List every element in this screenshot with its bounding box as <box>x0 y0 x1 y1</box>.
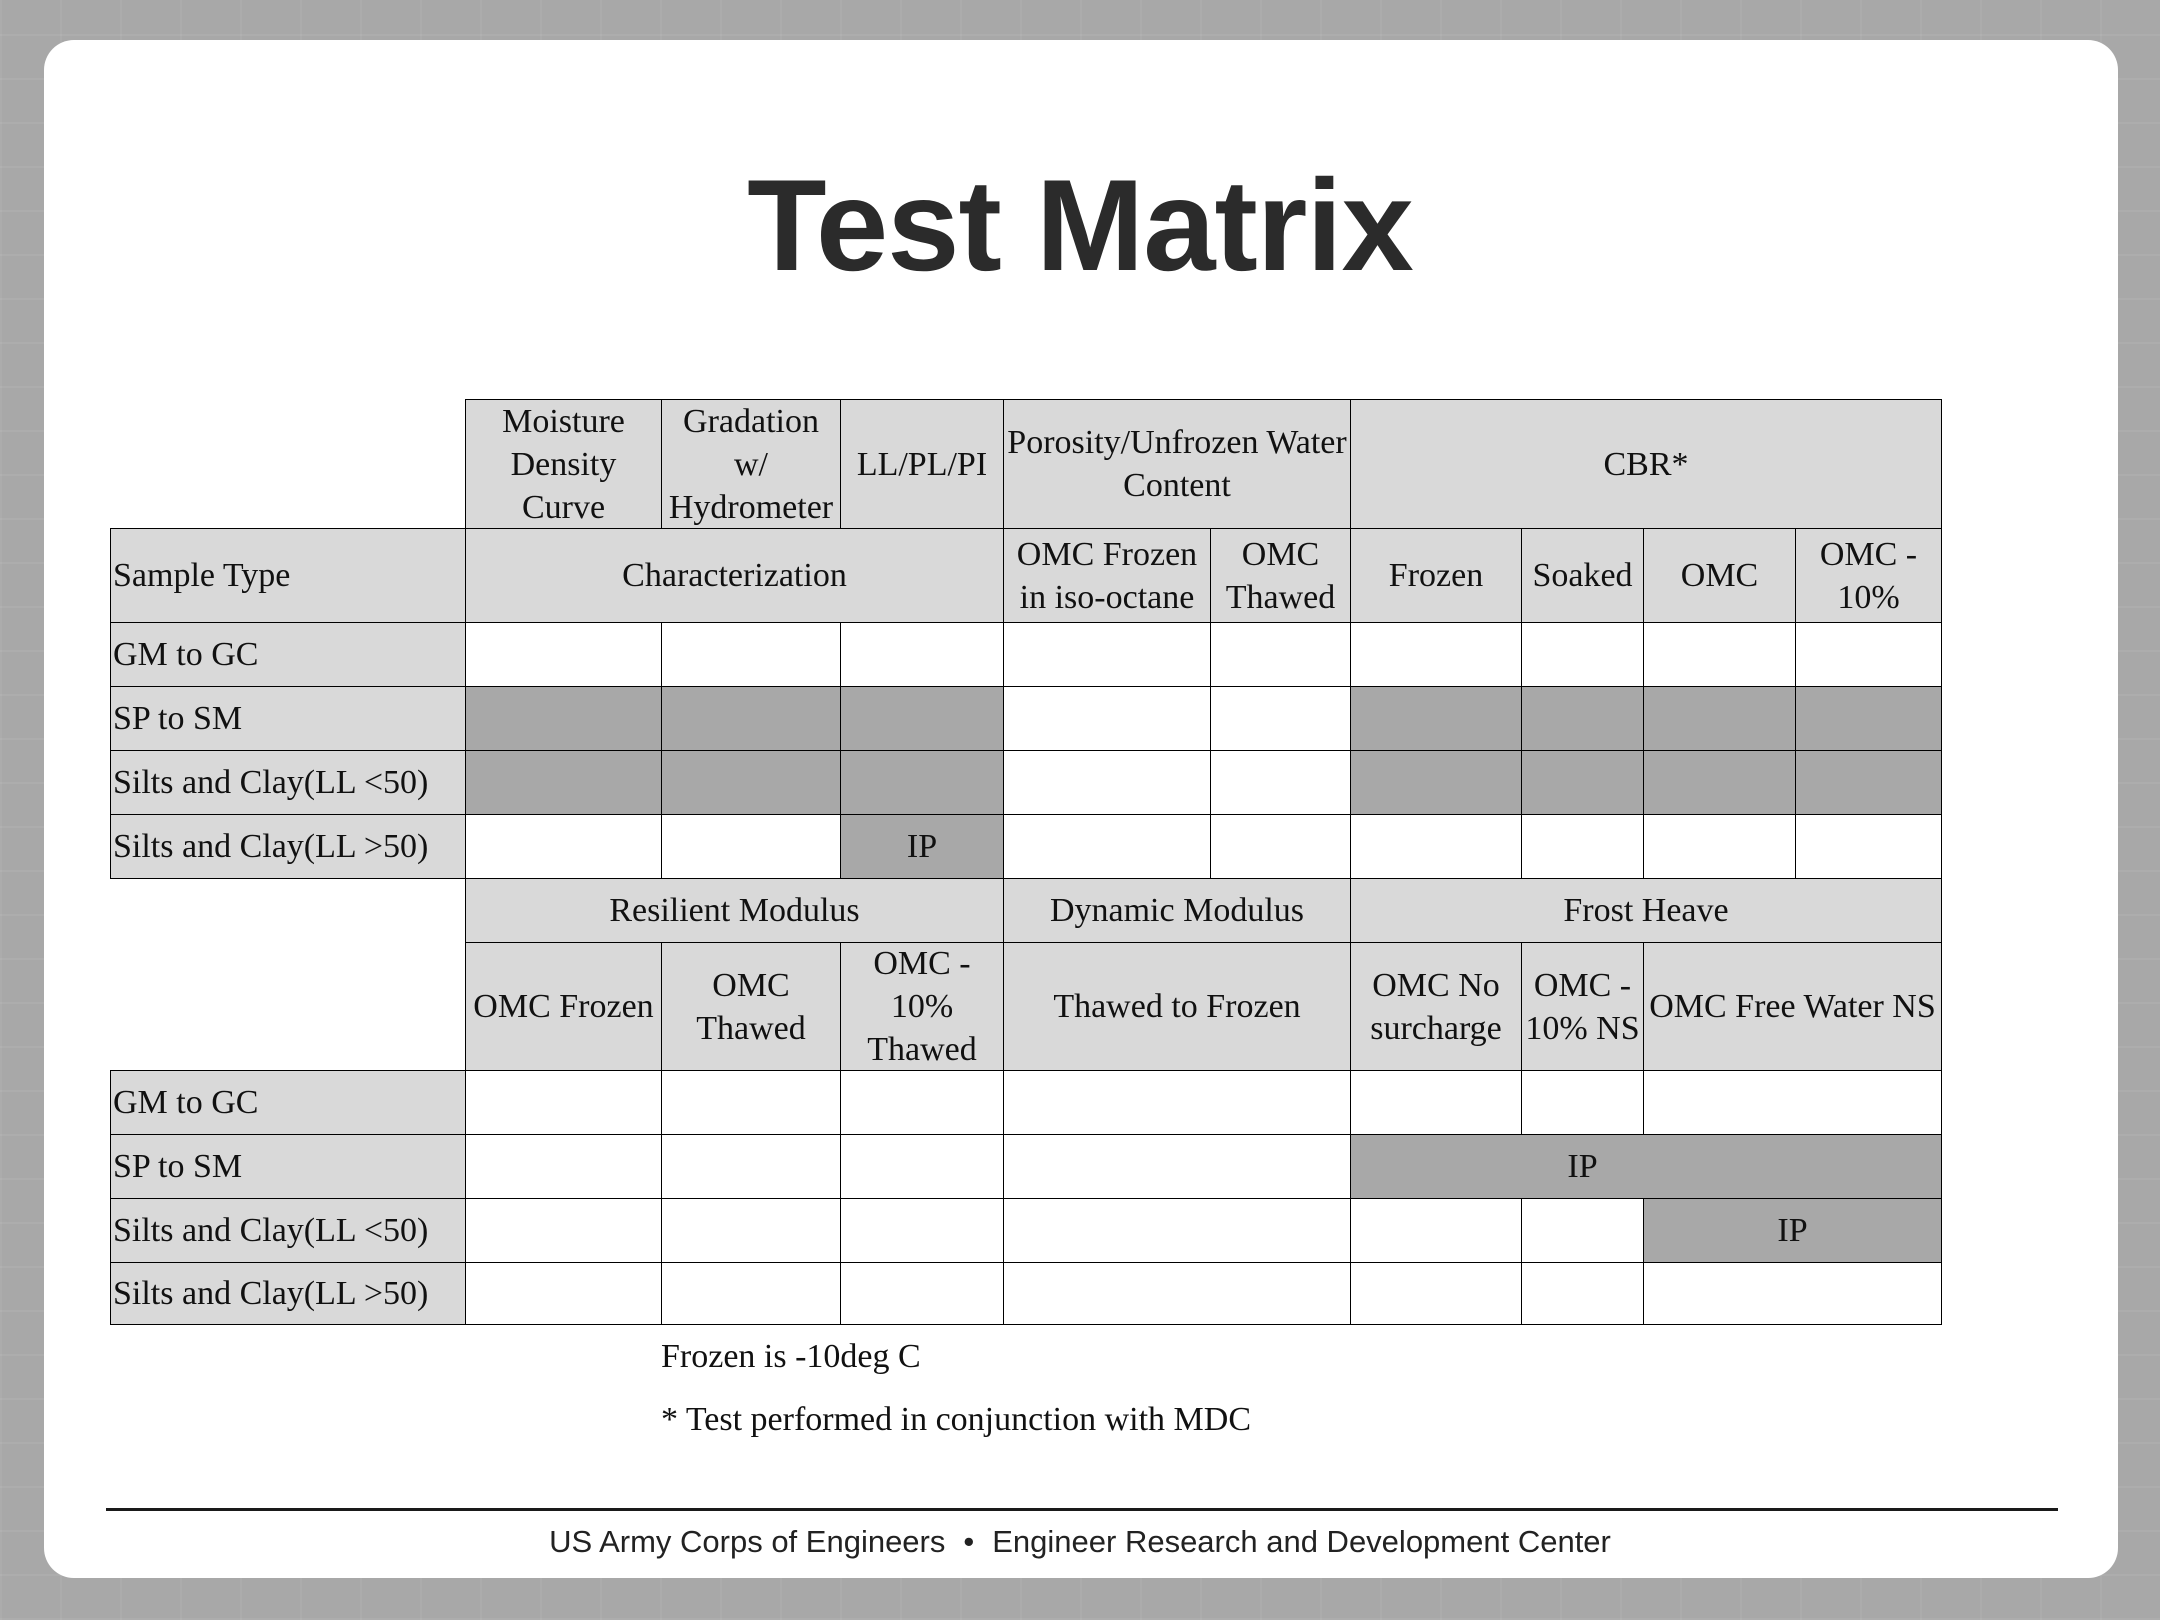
ip-cell: IP <box>840 814 1004 879</box>
row-label: Silts and Clay(LL <50) <box>110 750 466 815</box>
table-cell <box>840 1198 1004 1263</box>
table-cell <box>1350 1070 1522 1135</box>
shaded-cell <box>1643 750 1796 815</box>
shaded-cell <box>465 686 662 751</box>
header-resilient-modulus: Resilient Modulus <box>465 878 1004 943</box>
table-cell <box>1521 1262 1644 1325</box>
subheader-omc-frozen-iso-octane: OMC Frozen in iso-octane <box>1003 528 1211 623</box>
table-cell <box>1350 814 1522 879</box>
sample-type-label: Sample Type <box>110 528 466 623</box>
shaded-cell <box>1350 750 1522 815</box>
header-dynamic-modulus: Dynamic Modulus <box>1003 878 1351 943</box>
table-cell <box>1210 622 1351 687</box>
header-frost-heave: Frost Heave <box>1350 878 1942 943</box>
shaded-cell <box>840 686 1004 751</box>
subheader-omc-minus-10: OMC - 10% <box>1795 528 1942 623</box>
table-cell <box>1003 1198 1351 1263</box>
table-cell <box>840 622 1004 687</box>
table-cell <box>661 814 841 879</box>
table-cell <box>661 1198 841 1263</box>
table-cell <box>1003 1134 1351 1199</box>
table-cell <box>1795 814 1942 879</box>
table-cell <box>1643 1262 1942 1325</box>
row-label: GM to GC <box>110 622 466 687</box>
shaded-cell <box>1350 1134 1942 1199</box>
table-cell <box>1350 1262 1522 1325</box>
table-cell <box>465 1262 662 1325</box>
table-cell <box>1210 814 1351 879</box>
table-cell <box>1003 750 1211 815</box>
row-label: GM to GC <box>110 1070 466 1135</box>
table-cell <box>1210 750 1351 815</box>
shaded-cell <box>661 750 841 815</box>
footer-center-name: Engineer Research and Development Center <box>992 1524 1611 1559</box>
table-cell <box>1521 1070 1644 1135</box>
table-cell <box>840 1262 1004 1325</box>
ip-cell: IP <box>1643 1198 1942 1263</box>
shaded-cell <box>840 750 1004 815</box>
footer <box>0 1524 2160 1560</box>
shaded-cell <box>1643 686 1796 751</box>
table-cell <box>1643 814 1796 879</box>
header-gradation: Gradation w/ Hydrometer <box>661 399 841 529</box>
subheader-thawed-to-frozen: Thawed to Frozen <box>1003 942 1351 1071</box>
table-cell <box>1643 1070 1942 1135</box>
note-cbr-footnote: * Test performed in conjunction with MDC <box>661 1401 1252 1438</box>
row-label: Silts and Clay(LL <50) <box>110 1198 466 1263</box>
row-label: SP to SM <box>110 1134 466 1199</box>
subheader-frozen: Frozen <box>1350 528 1522 623</box>
table-cell <box>661 1262 841 1325</box>
footer-separator: • <box>963 1524 975 1559</box>
table-cell <box>1003 622 1211 687</box>
header-moisture-density-curve: Moisture Density Curve <box>465 399 662 529</box>
table-cell <box>1210 686 1351 751</box>
subheader-omc-thawed: OMC Thawed <box>661 942 841 1071</box>
footer-organization: US Army Corps of Engineers <box>549 1524 946 1559</box>
table-cell <box>1521 814 1644 879</box>
table-cell <box>1350 622 1522 687</box>
subheader-omc: OMC <box>1643 528 1796 623</box>
shaded-cell <box>1521 750 1644 815</box>
subheader-soaked: Soaked <box>1521 528 1644 623</box>
row-label: Silts and Clay(LL >50) <box>110 1262 466 1325</box>
shaded-cell <box>465 750 662 815</box>
table-cell <box>465 622 662 687</box>
subheader-omc-thawed: OMC Thawed <box>1210 528 1351 623</box>
table-cell <box>465 814 662 879</box>
shaded-cell <box>1521 686 1644 751</box>
shaded-cell <box>1350 686 1522 751</box>
header-ll-pl-pi: LL/PL/PI <box>840 399 1004 529</box>
table-cell <box>1795 622 1942 687</box>
table-cell <box>840 1070 1004 1135</box>
table-cell <box>1350 1198 1522 1263</box>
note-frozen-temperature: Frozen is -10deg C <box>661 1338 921 1375</box>
row-label: SP to SM <box>110 686 466 751</box>
table-cell <box>1521 1198 1644 1263</box>
ip-cell: IP <box>1567 1148 1598 1185</box>
table-cell <box>1643 622 1796 687</box>
subheader-omc-minus-10-ns: OMC - 10% NS <box>1521 942 1644 1071</box>
table-cell <box>1521 622 1644 687</box>
shaded-cell <box>1795 750 1942 815</box>
shaded-cell <box>1795 686 1942 751</box>
table-cell <box>661 1134 841 1199</box>
table-cell <box>465 1198 662 1263</box>
table-cell <box>465 1134 662 1199</box>
table-cell <box>1003 814 1211 879</box>
table-cell <box>1003 1070 1351 1135</box>
table-cell <box>1003 686 1211 751</box>
row-label: Silts and Clay(LL >50) <box>110 814 466 879</box>
footer-divider <box>106 1508 2058 1511</box>
subheader-omc-no-surcharge: OMC No surcharge <box>1350 942 1522 1071</box>
table-cell <box>840 1134 1004 1199</box>
header-cbr: CBR* <box>1350 399 1942 529</box>
table-cell <box>661 622 841 687</box>
shaded-cell <box>661 686 841 751</box>
table-cell <box>465 1070 662 1135</box>
table-cell <box>661 1070 841 1135</box>
subheader-omc-frozen: OMC Frozen <box>465 942 662 1071</box>
characterization-label: Characterization <box>465 528 1004 623</box>
subheader-omc-minus-10-thawed: OMC - 10% Thawed <box>840 942 1004 1071</box>
slide-title: Test Matrix <box>747 152 1413 298</box>
subheader-omc-free-water-ns: OMC Free Water NS <box>1643 942 1942 1071</box>
header-porosity-unfrozen: Porosity/Unfrozen Water Content <box>1003 399 1351 529</box>
table-cell <box>1003 1262 1351 1325</box>
